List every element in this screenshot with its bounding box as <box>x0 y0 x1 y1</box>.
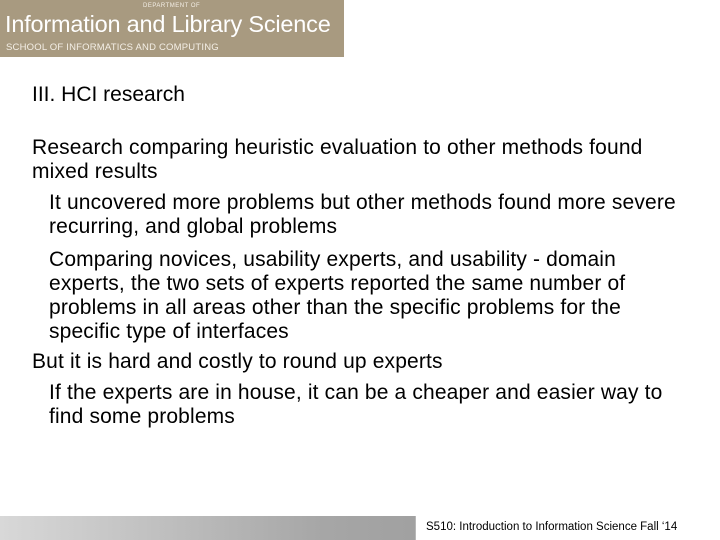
slide-title: III. HCI research <box>32 83 185 106</box>
bullet-level-1: Research comparing heuristic evaluation to other methods found mixed results <box>32 136 643 183</box>
logo-title: Information and Library Science <box>5 11 331 37</box>
department-logo-banner <box>0 0 344 57</box>
bullet-level-2: If the experts are in house, it can be a cheaper and easier way to find some problems <box>49 381 663 428</box>
logo-department-label: DEPARTMENT OF <box>143 3 201 9</box>
bullet-level-1: But it is hard and costly to round up experts <box>32 350 443 373</box>
footer-course-label: S510: Introduction to Information Science Fall ‘14 <box>426 521 678 533</box>
bullet-level-2: Comparing novices, usability experts, and usability - domain experts, the two sets of experts reported the same number of problems in all areas other than the specific problems for the specific type of interfaces <box>49 248 626 343</box>
footer-label-box <box>415 516 720 540</box>
slide-content <box>32 136 692 429</box>
logo-school-label: SCHOOL OF INFORMATICS AND COMPUTING <box>6 42 219 53</box>
bullet-level-2: It uncovered more problems but other methods found more severe recurring, and global problems <box>49 191 676 238</box>
